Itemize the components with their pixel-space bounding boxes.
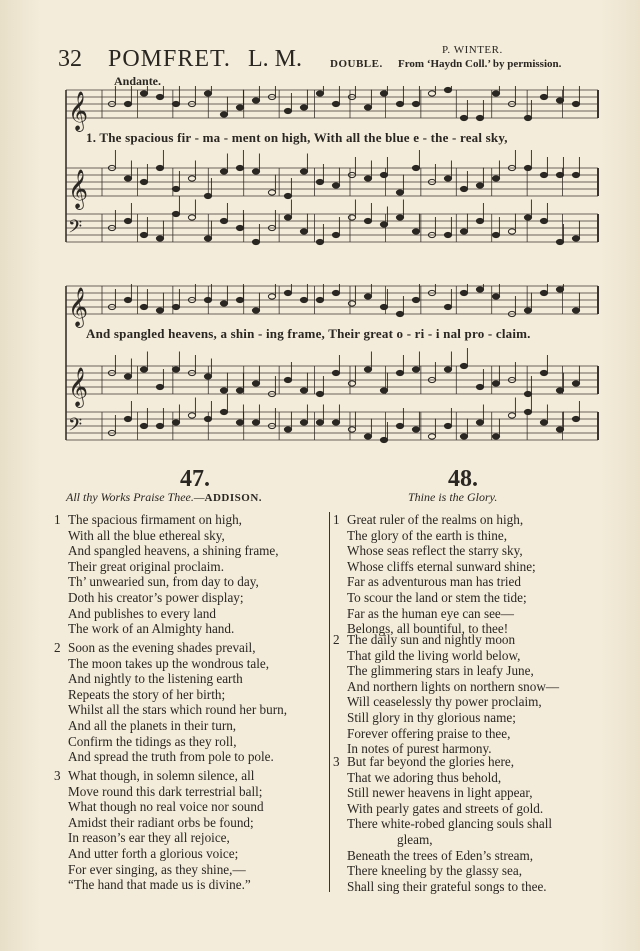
verse-line: There white-robed glancing souls shall	[347, 816, 553, 832]
svg-text:𝄞: 𝄞	[68, 169, 89, 209]
verse-line: Repeats the story of her birth;	[68, 686, 226, 702]
verse-line: The daily sun and nightly moon	[347, 632, 516, 647]
svg-text:𝄢: 𝄢	[68, 217, 83, 242]
verse-line: For ever singing, as they shine,—	[68, 861, 246, 877]
verse-line: And nightly to the listening earth	[68, 671, 243, 687]
verse-number: 2	[333, 632, 340, 647]
music-system-1	[62, 86, 602, 246]
lyric-line-1: 1. The spacious fir - ma - ment on high, With all the blue e - the - real sky,	[86, 130, 508, 145]
verse-line: That gild the living world below,	[347, 647, 521, 663]
verse-line: Doth his creator’s power display;	[68, 589, 244, 605]
composer-credit: P. WINTER.	[442, 44, 503, 56]
column-divider	[329, 512, 330, 892]
verse-line: And spangled heavens, a shining frame,	[68, 543, 279, 559]
verse-line: Still glory in thy glorious name;	[347, 709, 516, 725]
verse-number: 3	[333, 754, 340, 769]
verse-line: Belongs, all bountiful, to thee!	[347, 621, 509, 637]
double-label: DOUBLE.	[330, 58, 383, 70]
verse-line: Forever offering praise to thee,	[347, 725, 511, 741]
verse-line: Amidst their radiant orbs be found;	[68, 814, 254, 830]
music-system-2	[62, 284, 602, 444]
verse-line: Whose seas reflect the starry sky,	[347, 543, 523, 559]
verse-line: The glory of the earth is thine,	[347, 527, 508, 543]
verse-line: Confirm the tidings as they roll,	[68, 733, 237, 749]
verse-line: “The hand that made us is divine.”	[68, 877, 251, 893]
hymn-47-stanza-1	[54, 512, 279, 637]
verse-line: In notes of purest harmony.	[347, 741, 492, 757]
verse-line: And spread the truth from pole to pole.	[68, 749, 274, 765]
hymn-47-author: ADDISON.	[204, 492, 263, 504]
source-credit: From ‘Haydn Coll.’ by permission.	[398, 58, 562, 70]
verse-number: 3	[54, 768, 61, 783]
tune-metre: L. M.	[248, 46, 302, 72]
verse-line: The work of an Almighty hand.	[68, 621, 235, 637]
hymn-47-stanza-2	[54, 640, 287, 765]
verse-line: Shall sing their grateful songs to thee.	[347, 878, 547, 894]
page-number: 32	[58, 46, 82, 72]
verse-line: With all the blue ethereal sky,	[68, 527, 225, 543]
verse-line: Their great original proclaim.	[68, 558, 224, 574]
music-staves-2	[62, 284, 602, 444]
verse-number: 1	[333, 512, 340, 527]
tune-name: POMFRET.	[108, 46, 231, 72]
verse-line: Whose cliffs eternal sunward shine;	[347, 558, 536, 574]
verse-line: That we adoring thus behold,	[347, 769, 502, 785]
svg-text:𝄞: 𝄞	[68, 367, 89, 407]
svg-text:𝄞: 𝄞	[68, 287, 89, 327]
verse-line: What though, in solemn silence, all	[68, 768, 255, 783]
verse-line: What though no real voice nor sound	[68, 799, 264, 815]
verse-line: And utter forth a glorious voice;	[68, 845, 239, 861]
verse-line: The spacious firmament on high,	[68, 512, 242, 527]
verse-line: Far as the human eye can see—	[347, 605, 514, 621]
verse-line: The moon takes up the wondrous tale,	[68, 655, 270, 671]
svg-text:𝄢: 𝄢	[68, 415, 83, 440]
page-header	[58, 42, 590, 72]
tempo-marking: Andante.	[114, 74, 162, 88]
hymn-48-stanza-1	[333, 512, 536, 637]
verse-line: Move round this dark terrestrial ball;	[68, 783, 263, 799]
lyric-line-2: And spangled heavens, a shin - ing frame, Their great o - ri - i nal pro - claim.	[86, 326, 531, 341]
hymn-47-stanza-3	[54, 768, 264, 893]
verse-line: But far beyond the glories here,	[347, 754, 514, 769]
hymn-48-stanza-2	[333, 632, 559, 757]
hymn-48-title: Thine is the Glory.	[408, 490, 498, 504]
verse-line: Th’ unwearied sun, from day to day,	[68, 574, 259, 590]
hymn-48-stanza-3	[333, 754, 552, 894]
verse-number: 2	[54, 640, 61, 655]
hymn-47-title-text: All thy Works Praise Thee.	[66, 490, 194, 504]
verse-line: Will ceaselessly thy power proclaim,	[347, 694, 542, 710]
verse-line: Soon as the evening shades prevail,	[68, 640, 256, 655]
verse-number: 1	[54, 512, 61, 527]
verse-line: And northern lights on northern snow—	[347, 678, 560, 694]
verse-line: Far as adventurous man has tried	[347, 574, 521, 590]
verse-line: With pearly gates and streets of gold.	[347, 800, 544, 816]
verse-line: In reason’s ear they all rejoice,	[68, 830, 230, 846]
verse-line: Great ruler of the realms on high,	[347, 512, 524, 527]
verse-line: There kneeling by the glassy sea,	[347, 863, 523, 879]
verse-line: The glimmering stars in leafy June,	[347, 663, 534, 679]
hymn-47-number: 47.	[180, 466, 210, 492]
svg-text:𝄞: 𝄞	[68, 91, 89, 131]
music-staves-1	[62, 86, 602, 246]
verse-line: And all the planets in their turn,	[68, 717, 237, 733]
verse-line: To scour the land or stem the tide;	[347, 589, 527, 605]
verse-line: gleam,	[397, 831, 433, 847]
verse-line: And publishes to every land	[68, 605, 216, 621]
verse-line: Whilst all the stars which round her burn,	[68, 702, 288, 718]
hymn-47-title: All thy Works Praise Thee.—ADDISON.	[66, 490, 263, 504]
hymn-48-number: 48.	[448, 466, 478, 492]
verse-line: Still newer heavens in light appear,	[347, 785, 533, 801]
verse-line: Beneath the trees of Eden’s stream,	[347, 847, 534, 863]
